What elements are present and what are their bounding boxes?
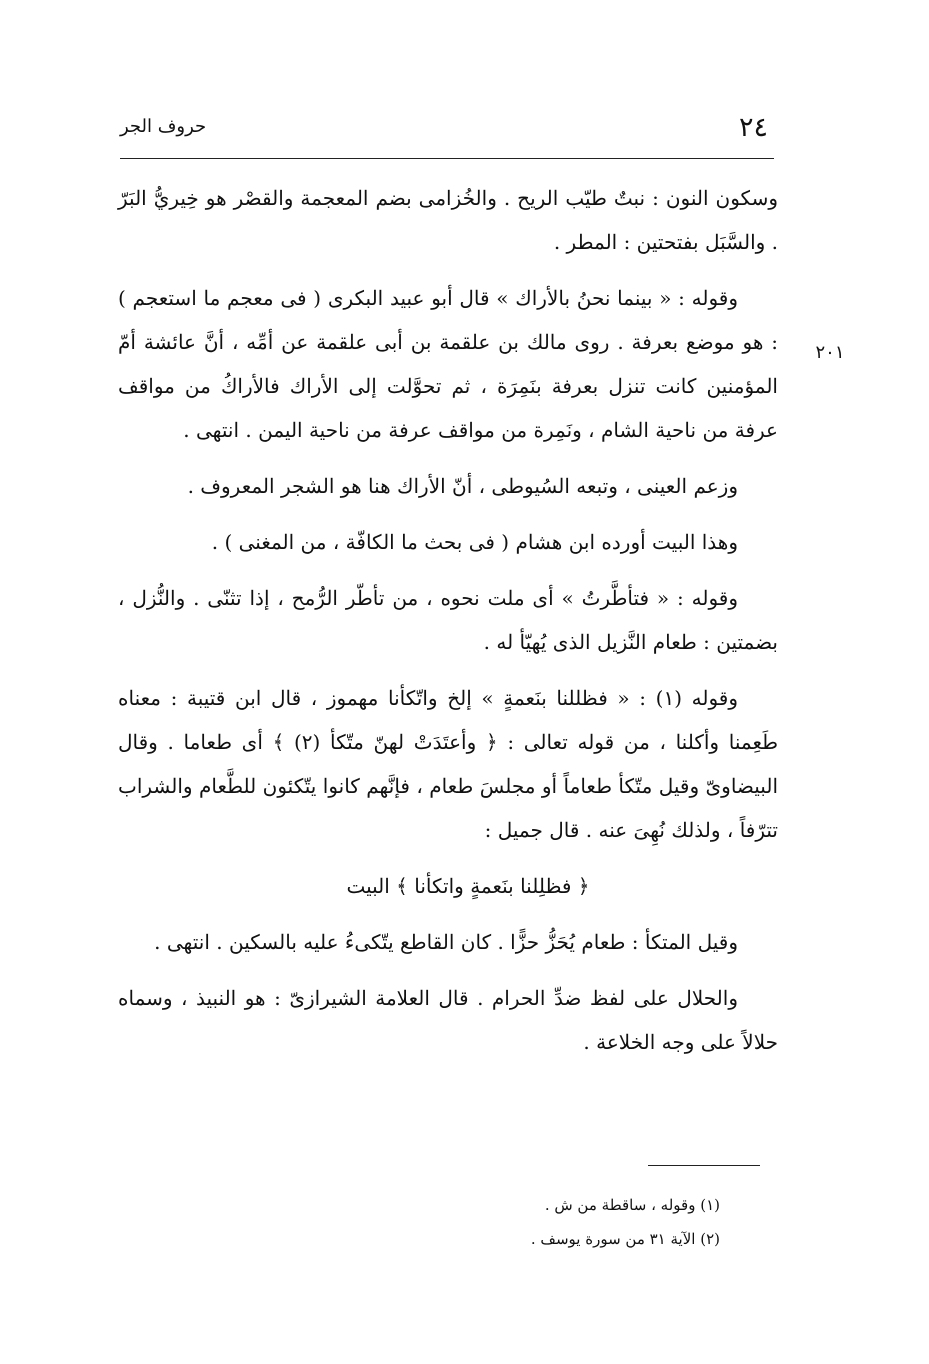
paragraph: وهذا البيت أورده ابن هشام ( فى بحث ما الكافّة ، من المغنى ) . <box>211 530 738 554</box>
footnote: (٢) الآية ٣١ من سورة يوسف . <box>530 1230 720 1248</box>
paragraph: وقيل المتكأ : طعام يُحَزُّ حزًّا . كان القاطع يتّكىءُ عليه بالسكين . انتهى . <box>154 930 738 954</box>
paragraph: وقوله : « فتأطَّرتُ » أى ملت نحوه ، من تأطّر الرُّمح ، إذا تثنّى . والنُّزل ، بضمتين : طعام النَّزيل الذى يُهيّأ له . <box>118 586 778 654</box>
footnote: (١) وقوله ، ساقطة من ش . <box>544 1196 720 1214</box>
paragraph: وسكون النون : نبتٌ طيّب الريح . والخُزامى بضم المعجمة والقصْر هو خِيريُّ البَرّ . والسَّبَل بفتحتين : المطر . <box>118 186 778 254</box>
footnote-divider <box>648 1165 760 1166</box>
main-text <box>118 176 778 1064</box>
poem-verse: ﴿ فظلِلنا بنَعمةٍ واتكأنا ﴾ البيت <box>346 874 590 898</box>
header-divider <box>120 158 774 159</box>
footnotes <box>300 1188 720 1256</box>
paragraph: والحلال على لفظ ضدِّ الحرام . قال العلامة الشيرازىّ : هو النبيذ ، وسماه حلالاً على وجه الخلاعة . <box>118 986 778 1054</box>
page-number: ٢٤ <box>738 112 768 143</box>
paragraph: وزعم العينى ، وتبعه السُيوطى ، أنّ الأراك هنا هو الشجر المعروف . <box>187 474 738 498</box>
margin-number: ٢٠١ <box>815 342 845 363</box>
running-title: حروف الجر <box>120 116 207 137</box>
paragraph: وقوله : « بينما نحنُ بالأراك » قال أبو عبيد البكرى ( فى معجم ما استعجم ) : هو موضع بعرفة . روى مالك بن علقمة بن أبى علقمة عن أمِّه ، أنَّ عائشة أمّ المؤمنين كانت تنزل بعرفة بنَمِرَة ، ثم تحوَّلت إلى الأراك فالأراكُ من مواقف عرفة من ناحية الشام ، ونَمِرة من مواقف عرفة من ناحية اليمن . انتهى . <box>118 286 778 442</box>
paragraph: وقوله (١) : « فظللنا بنَعمةٍ » إلخ واتّكأنا مهموز ، قال ابن قتيبة : معناه طَعِمنا وأكلنا ، من قوله تعالى : ﴿ وأعتَدَتْ لهنّ متّكأ (٢) ﴾ أى طعاما . وقال البيضاوىّ وقيل متّكأ طعاماً أو مجلسَ طعام ، فإنَّهم كانوا يتّكئون للطَّعام والشراب تترّفاً ، ولذلك نُهِىَ عنه . قال جميل : <box>118 686 779 842</box>
